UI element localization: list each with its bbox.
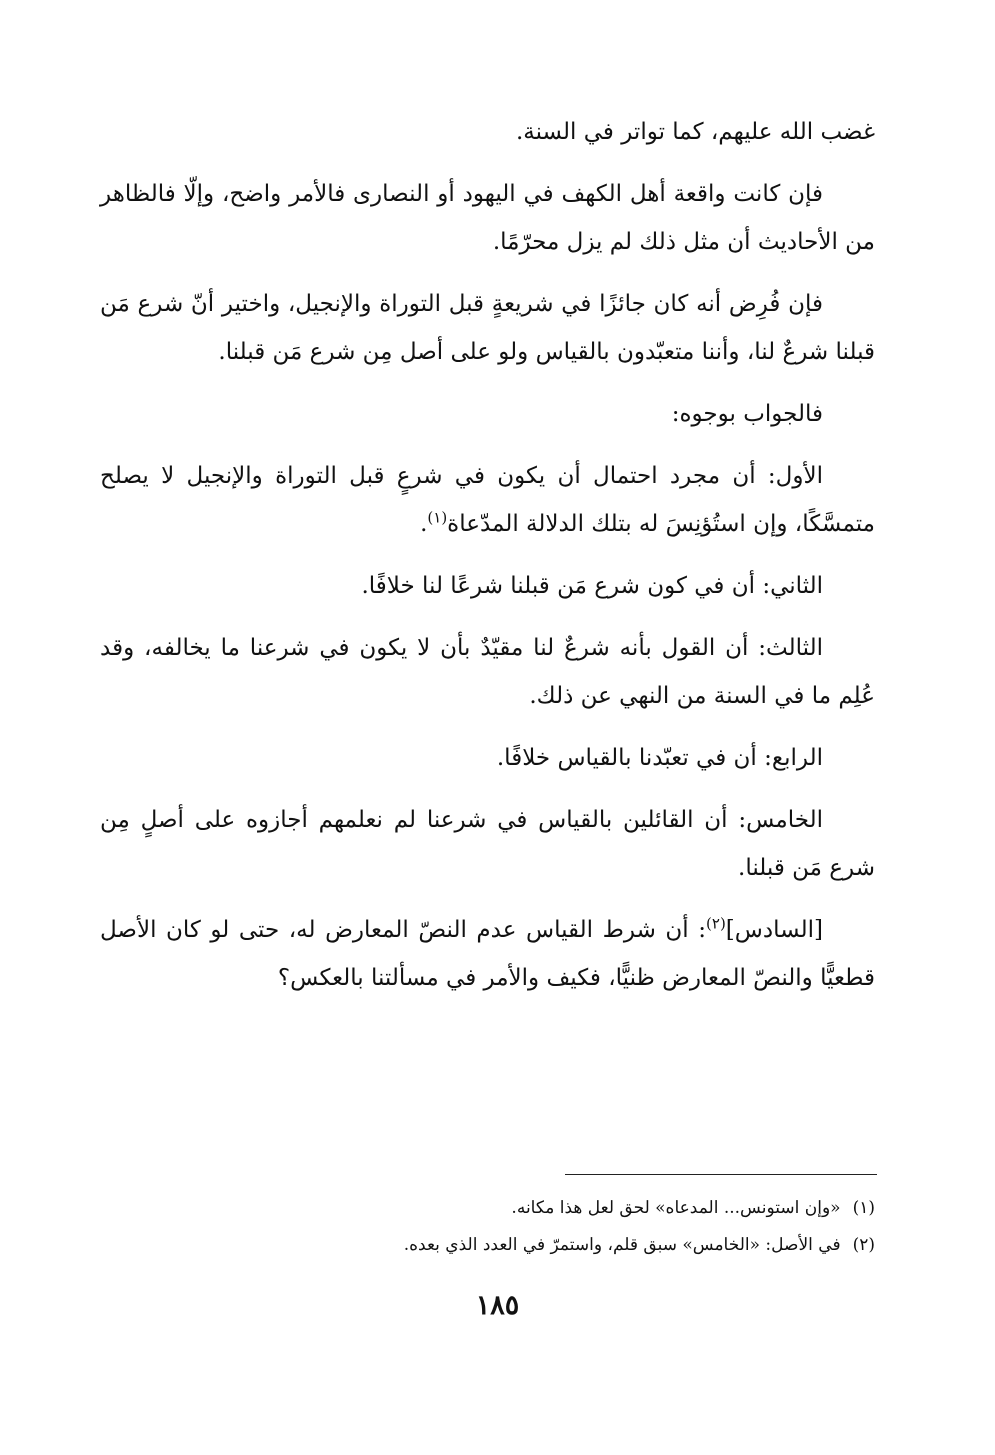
- paragraph-7: الثالث: أن القول بأنه شرعٌ لنا مقيّدٌ بأن لا يكون في شرعنا ما يخالفه، وقد عُلِم ما في السنة من النهي عن ذلك.: [100, 635, 875, 709]
- footnote-1-text: «وإن استونس... المدعاه» لحق لعل هذا مكانه.: [511, 1198, 841, 1218]
- page-number: ١٨٥: [475, 1290, 520, 1321]
- paragraph-6: الثاني: أن في كون شرع مَن قبلنا شرعًا لنا خلافًا.: [361, 573, 823, 599]
- footnote-1: [100, 1190, 875, 1227]
- footnote-2-text: في الأصل: «الخامس» سبق قلم، واستمرّ في العدد الذي بعده.: [403, 1235, 841, 1255]
- paragraph-5: الأول: أن مجرد احتمال أن يكون في شرعٍ قبل التوراة والإنجيل لا يصلح متمسَّكًا، وإن استُؤنِسَ له بتلك الدلالة المدّعاة$^{(١)}$.: [100, 463, 875, 537]
- paragraph-4: فالجواب بوجوه:: [671, 401, 823, 427]
- footnotes: [100, 1190, 875, 1264]
- main-text: [100, 108, 875, 1016]
- footnote-1-number: (١): [852, 1198, 875, 1218]
- footnote-marker-2[interactable]: (٢): [706, 914, 726, 933]
- footnote-2-number: (٢): [852, 1235, 875, 1255]
- footnote-marker-1[interactable]: (١): [427, 508, 448, 527]
- footnote-separator: [565, 1174, 877, 1175]
- paragraph-5-text: الأول: أن مجرد احتمال أن يكون في شرعٍ قبل التوراة والإنجيل لا يصلح متمسَّكًا، وإن استُؤنِسَ له بتلك الدلالة المدّعاة: [100, 463, 875, 537]
- paragraph-8: الرابع: أن في تعبّدنا بالقياس خلافًا.: [496, 745, 823, 771]
- paragraph-2: فإن كانت واقعة أهل الكهف في اليهود أو النصارى فالأمر واضح، وإلّا فالظاهر من الأحاديث أن مثل ذلك لم يزل محرّمًا.: [100, 181, 875, 255]
- paragraph-1: غضب الله عليهم، كما تواتر في السنة.: [515, 119, 875, 145]
- paragraph-10-heading: [السادس]: [725, 917, 823, 943]
- paragraph-10-text: : أن شرط القياس عدم النصّ المعارض له، حتى لو كان الأصل قطعيًّا والنصّ المعارض ظنيًّا، فكيف والأمر في مسألتنا بالعكس؟: [100, 917, 875, 991]
- paragraph-3: فإن فُرِض أنه كان جائزًا في شريعةٍ قبل التوراة والإنجيل، واختير أنّ شرع مَن قبلنا شرعٌ لنا، وأننا متعبّدون بالقياس ولو على أصل مِن شرع مَن قبلنا.: [100, 291, 875, 365]
- paragraph-10: [100, 906, 875, 1002]
- footnote-2: [100, 1227, 875, 1264]
- paragraph-9: الخامس: أن القائلين بالقياس في شرعنا لم نعلمهم أجازوه على أصلٍ مِن شرع مَن قبلنا.: [100, 807, 875, 881]
